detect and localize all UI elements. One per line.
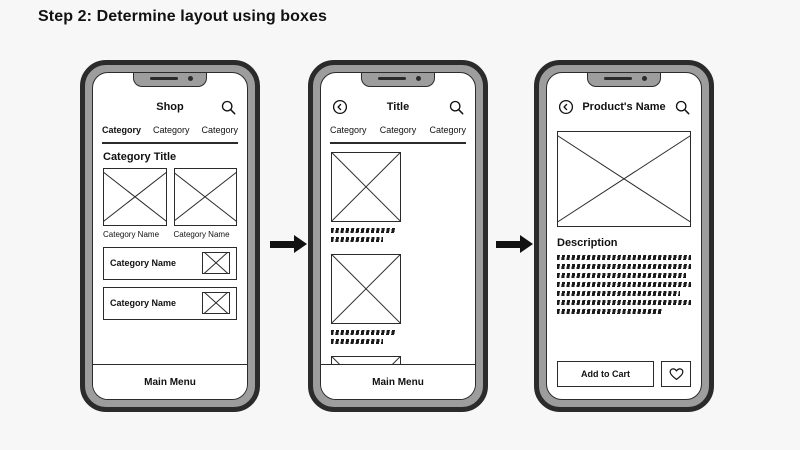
product-title: Product's Name xyxy=(582,101,666,113)
add-to-cart-button[interactable]: Add to Cart xyxy=(557,361,654,387)
scribble-line xyxy=(557,291,680,296)
category-row-thumbnail xyxy=(202,252,230,274)
tab-category-3[interactable]: Category xyxy=(429,125,466,135)
product-grid-item[interactable] xyxy=(331,254,401,348)
search-icon[interactable] xyxy=(219,98,237,116)
tabs-divider xyxy=(102,142,238,144)
category-card-labels xyxy=(93,226,247,240)
shop-title: Shop xyxy=(156,101,184,113)
shop-tabs xyxy=(93,125,247,135)
description-title: Description xyxy=(557,237,618,249)
category-row-thumbnail xyxy=(202,292,230,314)
scribble-line xyxy=(557,273,686,278)
favorite-button[interactable] xyxy=(661,361,691,387)
scribble-line xyxy=(557,282,691,287)
category-image-placeholder[interactable] xyxy=(103,168,167,226)
arrow-shaft xyxy=(496,241,522,248)
scribble-line xyxy=(557,300,691,305)
flow-arrow-2-icon xyxy=(496,234,536,254)
main-menu-bar[interactable] xyxy=(93,364,247,399)
scribble-line xyxy=(331,330,395,335)
tab-category-2[interactable]: Category xyxy=(379,125,417,135)
product-hero-image-placeholder[interactable] xyxy=(557,131,691,227)
speaker-grille-icon xyxy=(150,77,178,80)
section-title: Category Title xyxy=(103,150,177,163)
phone-screen-listing xyxy=(320,72,476,400)
main-menu-label: Main Menu xyxy=(372,376,424,388)
page-title: Step 2: Determine layout using boxes xyxy=(38,8,327,25)
phone-notch xyxy=(587,72,661,87)
tab-category-3[interactable]: Category xyxy=(201,125,238,135)
search-icon[interactable] xyxy=(673,98,691,116)
product-grid-item[interactable] xyxy=(331,152,401,246)
category-list-row[interactable] xyxy=(103,247,237,280)
scribble-line xyxy=(557,255,691,260)
arrow-shaft xyxy=(270,241,296,248)
scribble-line xyxy=(557,309,662,314)
shop-topbar xyxy=(93,91,247,123)
product-grid xyxy=(321,144,475,401)
product-topbar xyxy=(547,91,701,123)
speaker-grille-icon xyxy=(604,77,632,80)
category-image-placeholder[interactable] xyxy=(174,168,238,226)
front-camera-icon xyxy=(642,76,647,81)
flow-arrow-1-icon xyxy=(270,234,310,254)
category-card-grid xyxy=(93,168,247,226)
description-body xyxy=(547,255,701,314)
listing-topbar xyxy=(321,91,475,123)
phone-screen-product xyxy=(546,72,702,400)
category-card-label: Category Name xyxy=(173,229,230,239)
scribble-line xyxy=(557,264,691,269)
wireframe-flow xyxy=(0,52,800,442)
front-camera-icon xyxy=(188,76,193,81)
phone-mockup-listing xyxy=(308,60,488,412)
category-list-row[interactable] xyxy=(103,287,237,320)
phone-screen-shop xyxy=(92,72,248,400)
phone-mockup-product xyxy=(534,60,714,412)
category-row-label: Category Name xyxy=(110,298,177,308)
main-menu-label: Main Menu xyxy=(144,376,196,388)
search-icon[interactable] xyxy=(447,98,465,116)
phone-notch xyxy=(133,72,207,87)
front-camera-icon xyxy=(416,76,421,81)
heart-icon xyxy=(669,367,684,381)
listing-title: Title xyxy=(386,101,410,113)
phone-mockup-shop xyxy=(80,60,260,412)
back-arrow-icon[interactable] xyxy=(557,98,575,116)
product-image-placeholder xyxy=(331,152,401,222)
scribble-line xyxy=(331,237,383,242)
scribble-line xyxy=(331,228,395,233)
category-card-label: Category Name xyxy=(103,229,160,239)
arrow-head xyxy=(294,235,307,253)
tab-category-2[interactable]: Category xyxy=(152,125,190,135)
speaker-grille-icon xyxy=(378,77,406,80)
product-caption-lines xyxy=(331,330,401,344)
product-image-placeholder xyxy=(331,254,401,324)
listing-tabs xyxy=(321,125,475,135)
phone-notch xyxy=(361,72,435,87)
tab-category-1[interactable]: Category xyxy=(102,125,142,135)
category-row-label: Category Name xyxy=(110,258,177,268)
back-arrow-icon[interactable] xyxy=(331,98,349,116)
product-actions xyxy=(557,361,691,387)
scribble-line xyxy=(331,339,383,344)
main-menu-bar[interactable] xyxy=(321,364,475,399)
tab-category-1[interactable]: Category xyxy=(330,125,367,135)
product-caption-lines xyxy=(331,228,401,242)
arrow-head xyxy=(520,235,533,253)
